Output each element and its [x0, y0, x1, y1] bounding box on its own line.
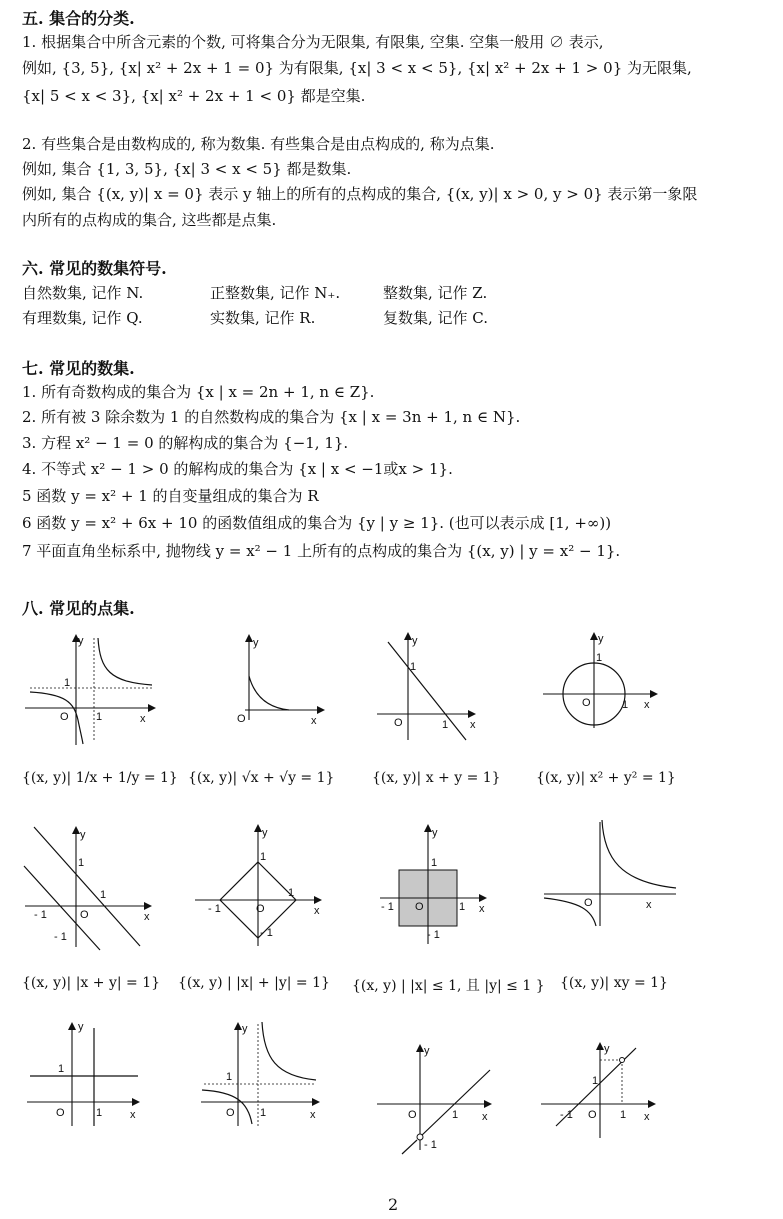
numset-complex: 复数集, 记作 C. — [383, 309, 489, 327]
fig12-origin-label: O — [588, 1109, 597, 1121]
fig1-origin-label: O — [60, 711, 69, 723]
s7-item-4: 4. 不等式 x² − 1 > 0 的解构成的集合为 {x | x < −1或x > 1}. — [22, 460, 453, 478]
s7-item-6: 6 函数 y = x² + 6x + 10 的函数值组成的集合为 {y | y ≥ 1}. (也可以表示成 [1, +∞)) — [22, 514, 612, 532]
fig11-origin-label: O — [408, 1109, 417, 1121]
s5-line-1: 1. 根据集合中所含元素的个数, 可将集合分为无限集, 有限集, 空集. 空集一般用 ∅ 表示, — [22, 33, 604, 51]
fig1-y-label: y — [78, 635, 84, 647]
fig9-y-tick: 1 — [58, 1063, 65, 1075]
fig4-x-tick: 1 — [622, 699, 629, 711]
fig5-y-tick: 1 — [78, 857, 85, 869]
fig7-x-tick: 1 — [459, 901, 466, 913]
section-5-heading: 五. 集合的分类. — [22, 9, 135, 28]
caption-diamond: {(x, y) | |x| + |y| = 1} — [178, 975, 330, 991]
graph-line-with-points — [536, 1040, 666, 1150]
fig6-x-label: x — [314, 905, 320, 917]
fig5-x-neg-tick: - 1 — [34, 909, 47, 921]
fig6-y-tick: 1 — [260, 851, 267, 863]
caption-unit-circle: {(x, y)| x² + y² = 1} — [536, 770, 676, 786]
caption-abs-line-sum: {(x, y)| |x + y| = 1} — [22, 975, 161, 991]
graph-reciprocal-sum — [20, 630, 160, 750]
section-8-heading: 八. 常见的点集. — [22, 599, 135, 618]
section-6-heading: 六. 常见的数集符号. — [22, 259, 167, 278]
fig6-y-neg-tick: - 1 — [260, 927, 273, 939]
s5-line-4: 2. 有些集合是由数构成的, 称为数集. 有些集合是由点构成的, 称为点集. — [22, 135, 495, 153]
graph-shaded-square — [375, 822, 495, 952]
fig12-x-neg-tick: - 1 — [560, 1109, 573, 1121]
s7-item-7: 7 平面直角坐标系中, 抛物线 y = x² − 1 上所有的点构成的集合为 {(x, y) | y = x² − 1}. — [22, 542, 621, 560]
fig10-y-tick: 1 — [226, 1071, 233, 1083]
fig5-y-label: y — [80, 829, 86, 841]
fig9-origin-label: O — [56, 1107, 65, 1119]
fig12-x-label: x — [644, 1111, 650, 1123]
fig7-x-neg-tick: - 1 — [381, 901, 394, 913]
fig1-y-tick: 1 — [64, 677, 71, 689]
caption-line-sum: {(x, y)| x + y = 1} — [372, 770, 501, 786]
fig9-x-label: x — [130, 1109, 136, 1121]
section-7-heading: 七. 常见的数集. — [22, 359, 135, 378]
fig9-x-tick: 1 — [96, 1107, 103, 1119]
numset-rational: 有理数集, 记作 Q. — [22, 309, 143, 327]
fig5-x-label: x — [144, 911, 150, 923]
graph-sqrt-sum — [225, 630, 335, 730]
fig12-y-tick: 1 — [592, 1075, 599, 1087]
fig7-x-label: x — [479, 903, 485, 915]
caption-hyperbola: {(x, y)| xy = 1} — [560, 975, 668, 991]
s7-item-3: 3. 方程 x² − 1 = 0 的解构成的集合为 {−1, 1}. — [22, 434, 349, 452]
graph-cross-lines — [22, 1018, 152, 1128]
fig4-x-label: x — [644, 699, 650, 711]
fig12-y-label: y — [604, 1043, 610, 1055]
fig1-x-label: x — [140, 713, 146, 725]
graph-unit-circle — [538, 630, 668, 730]
fig10-y-label: y — [242, 1023, 248, 1035]
fig10-origin-label: O — [226, 1107, 235, 1119]
fig4-y-label: y — [598, 633, 604, 645]
fig7-y-tick: 1 — [431, 857, 438, 869]
fig2-x-label: x — [311, 715, 317, 727]
fig12-x-tick: 1 — [620, 1109, 627, 1121]
s5-line-3: {x| 5 < x < 3}, {x| x² + 2x + 1 < 0} 都是空集. — [22, 87, 366, 105]
s7-item-2: 2. 所有被 3 除余数为 1 的自然数构成的集合为 {x | x = 3n + 1, n ∈ N}. — [22, 408, 521, 426]
caption-shaded-square: {(x, y) | |x| ≤ 1, 且 |y| ≤ 1 } — [352, 978, 545, 994]
fig6-x-neg-tick: - 1 — [208, 903, 221, 915]
numset-integer: 整数集, 记作 Z. — [383, 284, 488, 302]
s7-item-5: 5 函数 y = x² + 1 的自变量组成的集合为 R — [22, 487, 319, 505]
fig3-y-tick: 1 — [410, 661, 417, 673]
graph-line-with-hole — [372, 1040, 502, 1160]
numset-real: 实数集, 记作 R. — [210, 309, 316, 327]
fig3-origin-label: O — [394, 717, 403, 729]
fig11-y-label: y — [424, 1045, 430, 1057]
fig5-x-tick: 1 — [100, 889, 107, 901]
fig3-x-label: x — [470, 719, 476, 731]
fig7-origin-label: O — [415, 901, 424, 913]
page-number: 2 — [388, 1195, 399, 1214]
fig3-x-tick: 1 — [442, 719, 449, 731]
fig8-x-label: x — [646, 899, 652, 911]
s5-line-6: 例如, 集合 {(x, y)| x = 0} 表示 y 轴上的所有的点构成的集合, {(x, y)| x > 0, y > 0} 表示第一象限 — [22, 185, 698, 203]
caption-sqrt-sum: {(x, y)| √x + √y = 1} — [188, 770, 335, 786]
fig7-y-label: y — [432, 827, 438, 839]
fig10-x-tick: 1 — [260, 1107, 267, 1119]
graph-abs-line-sum — [20, 822, 160, 952]
graph-diamond — [190, 822, 330, 952]
fig5-y-neg-tick: - 1 — [54, 931, 67, 943]
s5-line-7: 内所有的点构成的集合, 这些都是点集. — [22, 211, 277, 229]
fig2-y-label: y — [253, 637, 259, 649]
fig1-x-tick: 1 — [96, 711, 103, 723]
fig2-origin-label: O — [237, 713, 246, 725]
fig10-x-label: x — [310, 1109, 316, 1121]
fig7-y-neg-tick: - 1 — [427, 929, 440, 941]
fig5-origin-label: O — [80, 909, 89, 921]
fig4-y-tick: 1 — [596, 652, 603, 664]
caption-reciprocal-sum: {(x, y)| 1/x + 1/y = 1} — [22, 770, 178, 786]
fig8-origin-label: O — [584, 897, 593, 909]
fig11-x-label: x — [482, 1111, 488, 1123]
s5-line-2: 例如, {3, 5}, {x| x² + 2x + 1 = 0} 为有限集, {x| 3 < x < 5}, {x| x² + 2x + 1 > 0} 为无限集, — [22, 59, 692, 77]
fig4-origin-label: O — [582, 697, 591, 709]
numset-natural: 自然数集, 记作 N. — [22, 284, 144, 302]
s7-item-1: 1. 所有奇数构成的集合为 {x | x = 2n + 1, n ∈ Z}. — [22, 383, 375, 401]
graph-shifted-hyperbola — [196, 1018, 326, 1128]
s5-line-5: 例如, 集合 {1, 3, 5}, {x| 3 < x < 5} 都是数集. — [22, 160, 352, 178]
fig6-y-label: y — [262, 827, 268, 839]
fig6-origin-label: O — [256, 903, 265, 915]
fig11-x-tick: 1 — [452, 1109, 459, 1121]
graph-line-sum — [372, 630, 487, 745]
fig6-x-tick: 1 — [288, 887, 295, 899]
numset-positive-int: 正整数集, 记作 N₊. — [210, 284, 341, 302]
fig3-y-label: y — [412, 635, 418, 647]
fig11-y-neg-tick: - 1 — [424, 1139, 437, 1151]
graph-hyperbola — [540, 818, 680, 928]
fig9-y-label: y — [78, 1021, 84, 1033]
